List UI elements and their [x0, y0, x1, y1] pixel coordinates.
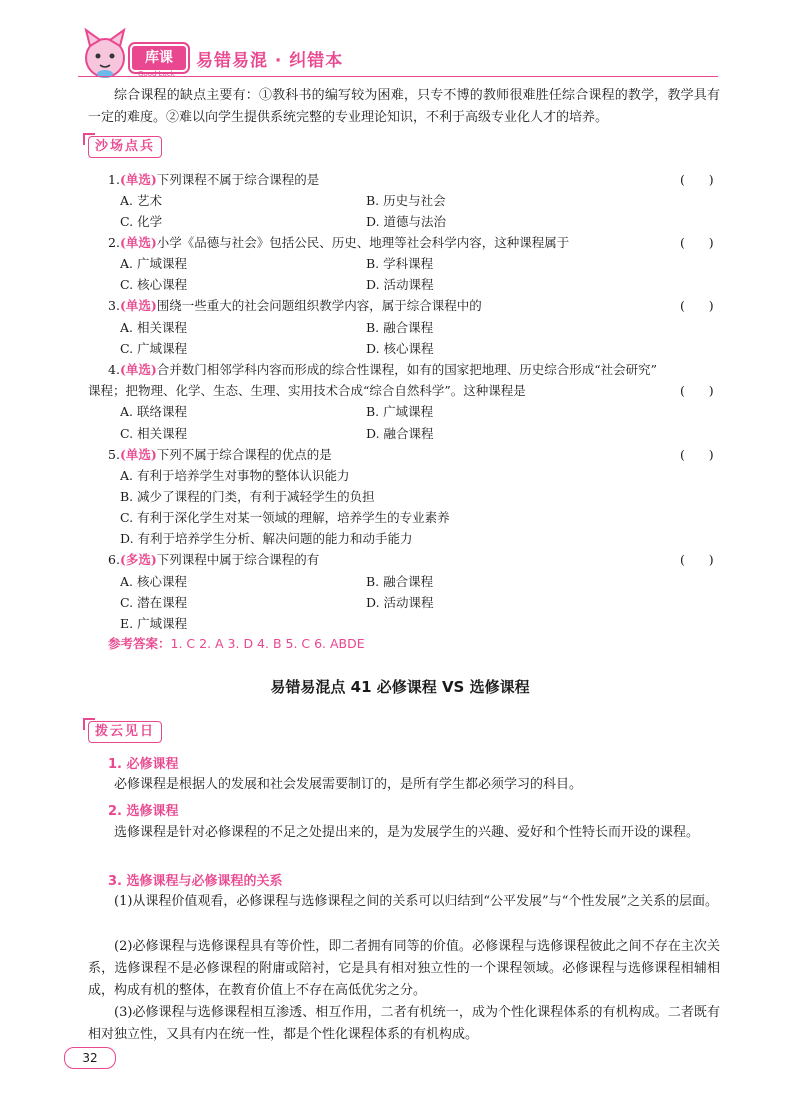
option: B. 历史与社会	[366, 193, 446, 208]
answer-blank: ( )	[680, 172, 714, 187]
answer-blank: ( )	[680, 298, 714, 313]
practice-section-label: 沙场点兵	[88, 136, 162, 158]
option: A. 广域课程	[120, 256, 187, 271]
option: B. 广域课程	[366, 404, 434, 419]
option: A. 核心课程	[120, 574, 187, 589]
option: B. 减少了课程的门类，有利于减轻学生的负担	[120, 489, 375, 504]
page-number: 32	[64, 1047, 116, 1069]
option: D. 道德与法治	[366, 214, 447, 229]
option: C. 潜在课程	[120, 595, 188, 610]
option: C. 核心课程	[120, 277, 188, 292]
series-title: 易错易混 · 纠错本	[196, 51, 344, 71]
option: D. 核心课程	[366, 341, 434, 356]
option: E. 广域课程	[120, 616, 188, 631]
section-title: 易错易混点 41 必修课程 VS 选修课程	[270, 678, 530, 696]
subheading-1: 1. 必修课程	[108, 757, 179, 772]
question-stem: 2.(单选)小学《品德与社会》包括公民、历史、地理等社会科学内容，这种课程属于	[108, 235, 570, 250]
option: A. 相关课程	[120, 320, 187, 335]
option: D. 有利于培养学生分析、解决问题的能力和动手能力	[120, 531, 413, 546]
option: B. 融合课程	[366, 574, 434, 589]
option: B. 学科课程	[366, 256, 434, 271]
option: A. 有利于培养学生对事物的整体认识能力	[120, 468, 350, 483]
paragraph: 必修课程是根据人的发展和社会发展需要制订的，是所有学生都必须学习的科目。	[114, 777, 583, 792]
paragraph: (3)必修课程与选修课程相互渗透、相互作用，二者有机统一，成为个性化课程体系的有机构成。二者既有相对独立性，又具有内在统一性，都是个性化课程体系的有机构成。	[88, 1005, 720, 1042]
question-stem-continued: 课程；把物理、化学、生态、生理、实用技术合成“综合自然科学”。这种课程是	[88, 383, 526, 398]
intro-paragraph: 综合课程的缺点主要有：①教科书的编写较为困难，只专不博的教师很难胜任综合课程的教学，教学具有一定的难度。②难以向学生提供系统完整的专业理论知识，不利于高级专业化人才的培养。	[88, 88, 720, 125]
option: D. 活动课程	[366, 277, 434, 292]
option: D. 融合课程	[366, 426, 434, 441]
reference-answers	[108, 634, 365, 652]
answer-blank: ( )	[680, 383, 714, 398]
option: C. 广域课程	[120, 341, 188, 356]
subheading-2: 2. 选修课程	[108, 804, 179, 819]
option: C. 相关课程	[120, 426, 188, 441]
option: C. 化学	[120, 214, 163, 229]
question-stem: 4.(单选)合并数门相邻学科内容而形成的综合性课程，如有的国家把地理、历史综合形成“社会研究”	[108, 362, 658, 377]
paragraph: (1)从课程价值观看，必修课程与选修课程之间的关系可以归结到“公平发展”与“个性发展”之关系的层面。	[114, 894, 718, 909]
answer-label: 参考答案：	[108, 636, 171, 651]
answer-blank: ( )	[680, 447, 714, 462]
brand-subtitle: Good Luck	[138, 70, 175, 78]
subheading-3: 3. 选修课程与必修课程的关系	[108, 874, 283, 889]
option: A. 联络课程	[120, 404, 187, 419]
answer-blank: ( )	[680, 552, 714, 567]
concept-section-label: 拨云见日	[88, 721, 162, 743]
mascot-logo-icon	[78, 28, 132, 82]
answer-blank: ( )	[680, 235, 714, 250]
option: B. 融合课程	[366, 320, 434, 335]
answer-values: 1. C 2. A 3. D 4. B 5. C 6. ABDE	[170, 636, 365, 651]
question-stem: 6.(多选)下列课程中属于综合课程的有	[108, 552, 320, 567]
paragraph: 选修课程是针对必修课程的不足之处提出来的，是为发展学生的兴趣、爱好和个性特长而开设的课程。	[114, 825, 700, 840]
paragraph: (2)必修课程与选修课程具有等价性，即二者拥有同等的价值。必修课程与选修课程彼此之间不存在主次关系，选修课程不是必修课程的附庸或陪衬，它是具有相对独立性的一个课程领域。必修课程与选修课程相辅相成，构成有机的整体，在教育价值上不存在高低优劣之分。	[88, 939, 720, 998]
option: A. 艺术	[120, 193, 162, 208]
brand-logo: 库课	[130, 44, 188, 72]
question-stem: 5.(单选)下列不属于综合课程的优点的是	[108, 447, 332, 462]
header-divider	[78, 76, 718, 77]
question-stem: 1.(单选)下列课程不属于综合课程的是	[108, 172, 320, 187]
question-stem: 3.(单选)围绕一些重大的社会问题组织教学内容，属于综合课程中的	[108, 298, 482, 313]
option: D. 活动课程	[366, 595, 434, 610]
option: C. 有利于深化学生对某一领域的理解，培养学生的专业素养	[120, 510, 450, 525]
